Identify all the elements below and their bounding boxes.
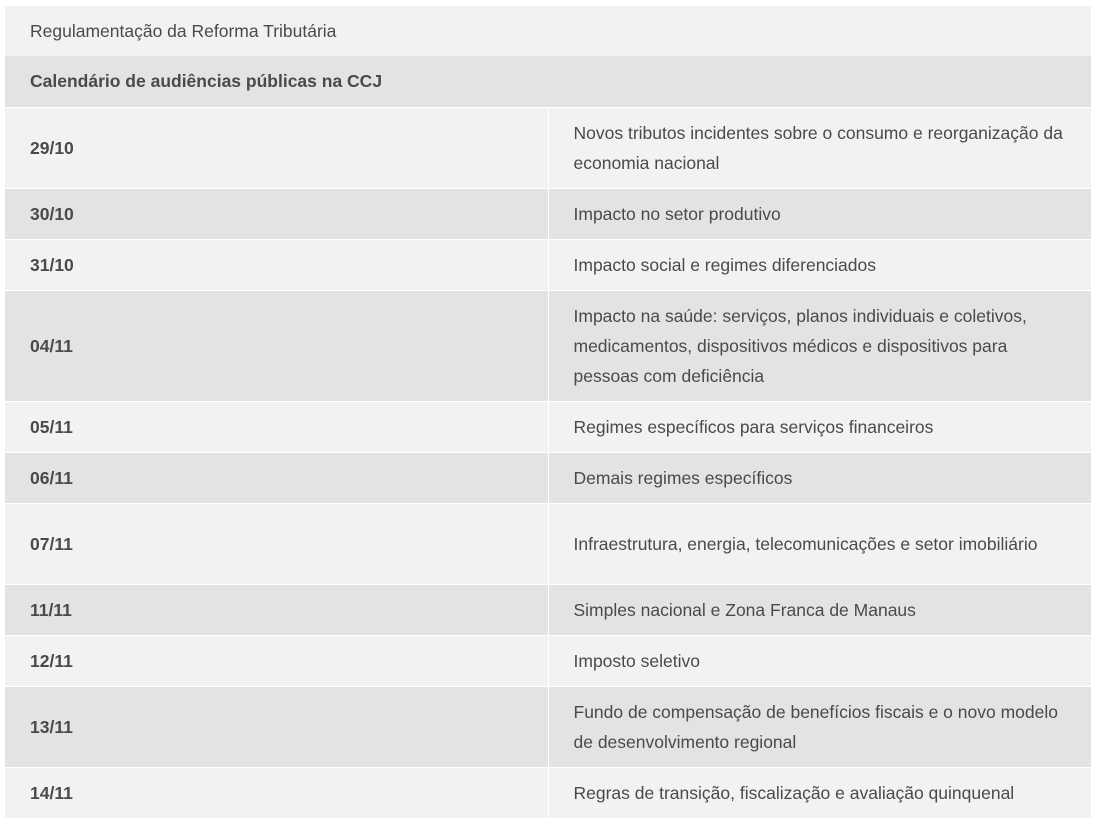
hearing-date: 13/11 <box>5 686 548 767</box>
hearing-topic: Fundo de compensação de benefícios fiscais e o novo modelo de desenvolvimento regional <box>548 686 1091 767</box>
table-row <box>5 452 1091 503</box>
hearing-topic: Impacto no setor produtivo <box>548 188 1091 239</box>
table-row <box>5 686 1091 767</box>
hearing-topic: Impacto na saúde: serviços, planos individuais e coletivos, medicamentos, dispositivos médicos e dispositivos para pessoas com deficiência <box>548 290 1091 401</box>
hearing-topic: Regimes específicos para serviços financeiros <box>548 401 1091 452</box>
hearings-table-container <box>5 6 1091 818</box>
hearing-topic: Infraestrutura, energia, telecomunicações e setor imobiliário <box>548 503 1091 584</box>
hearing-date: 30/10 <box>5 188 548 239</box>
table-row <box>5 107 1091 188</box>
hearing-date: 07/11 <box>5 503 548 584</box>
hearing-topic: Regras de transição, fiscalização e avaliação quinquenal <box>548 767 1091 818</box>
hearing-date: 31/10 <box>5 239 548 290</box>
hearing-date: 12/11 <box>5 635 548 686</box>
table-row <box>5 401 1091 452</box>
hearing-date: 04/11 <box>5 290 548 401</box>
table-caption: Regulamentação da Reforma Tributária <box>5 6 1091 56</box>
hearing-date: 06/11 <box>5 452 548 503</box>
table-row <box>5 290 1091 401</box>
hearing-date: 05/11 <box>5 401 548 452</box>
hearing-topic: Novos tributos incidentes sobre o consumo e reorganização da economia nacional <box>548 107 1091 188</box>
hearings-table <box>5 6 1091 818</box>
hearing-date: 29/10 <box>5 107 548 188</box>
table-heading: Calendário de audiências públicas na CCJ <box>5 56 1091 107</box>
hearing-topic: Impacto social e regimes diferenciados <box>548 239 1091 290</box>
table-row <box>5 635 1091 686</box>
table-row <box>5 584 1091 635</box>
hearing-topic: Demais regimes específicos <box>548 452 1091 503</box>
hearing-date: 14/11 <box>5 767 548 818</box>
table-row <box>5 188 1091 239</box>
hearing-topic: Simples nacional e Zona Franca de Manaus <box>548 584 1091 635</box>
table-row <box>5 239 1091 290</box>
table-heading-row <box>5 56 1091 107</box>
table-caption-row <box>5 6 1091 56</box>
table-row <box>5 767 1091 818</box>
table-row <box>5 503 1091 584</box>
hearing-topic: Imposto seletivo <box>548 635 1091 686</box>
hearing-date: 11/11 <box>5 584 548 635</box>
